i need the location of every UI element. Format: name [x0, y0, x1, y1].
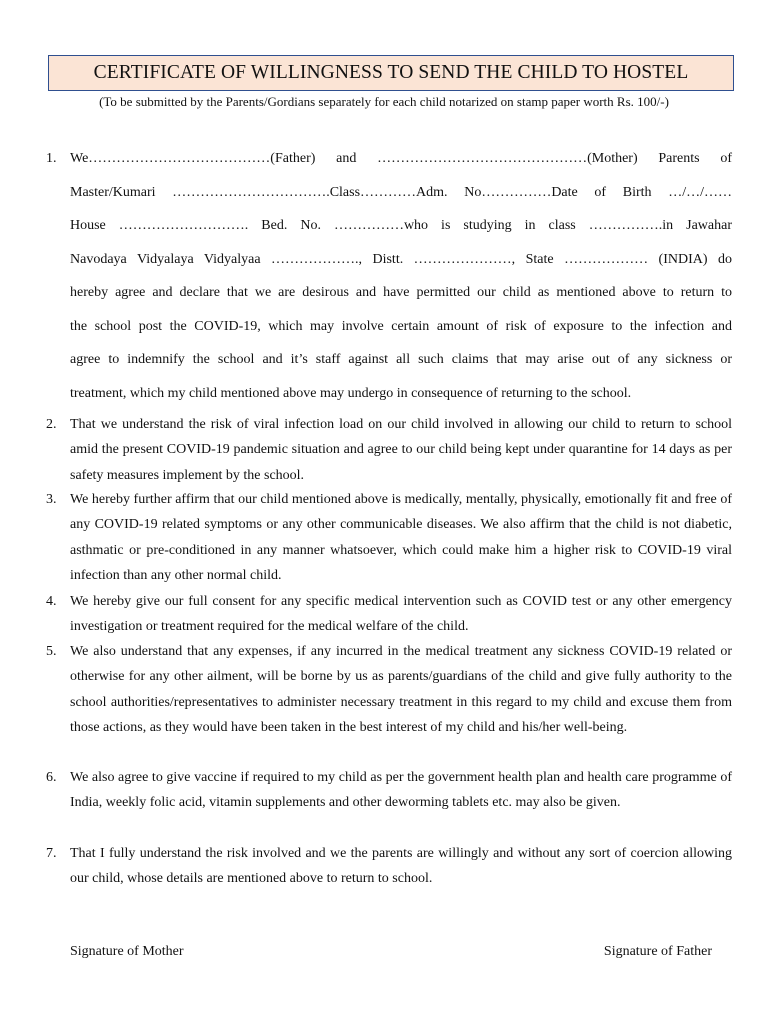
item-number: 3. — [46, 492, 57, 507]
item-number: 2. — [46, 417, 57, 432]
list-item — [46, 142, 732, 410]
list-item — [46, 765, 732, 816]
item-line: the school post the COVID-19, which may involve certain amount of risk of exposure to the infection and — [70, 318, 732, 334]
certificate-title-box — [48, 55, 734, 91]
item-line: treatment, which my child mentioned above may undergo in consequence of returning to the school. — [70, 385, 632, 401]
item-line: We…………………………………(Father) and ………………………………………(Mother) Parents of — [70, 151, 732, 166]
list-item — [46, 412, 732, 488]
father-signature-label: Signature of Father — [603, 944, 712, 959]
list-item — [46, 639, 732, 740]
item-text: That we understand the risk of viral infection load on our child involved in allowing our child to return to school amid the present COVID-19 pandemic situation and agree to our child being kept under quarantine for 14 days as per safety measures implement by the school. — [70, 417, 732, 483]
mother-signature-label: Signature of Mother — [70, 944, 184, 959]
certificate-subtitle: (To be submitted by the Parents/Gordians separately for each child notarized on stamp paper worth Rs. 100/-) — [99, 94, 669, 109]
item-line: House ………………………. Bed. No. ……………who is studying in class …………….in Jawahar — [70, 218, 732, 233]
list-item — [46, 589, 732, 640]
item-text: That I fully understand the risk involved and we the parents are willingly and without any sort of coercion allowing our child, whose details are mentioned above to return to school. — [70, 846, 732, 887]
item-line: agree to indemnify the school and it’s staff against all such claims that may arise out of any sickness or — [70, 352, 732, 367]
item-line: Master/Kumari …………………………….Class…………Adm. No……………Date of Birth …/…/…… — [70, 184, 732, 200]
item-number: 7. — [46, 846, 57, 861]
list-item — [46, 841, 732, 892]
item-number: 5. — [46, 644, 57, 659]
item-text: We hereby further affirm that our child mentioned above is medically, mentally, physically, emotionally fit and free of any COVID-19 related symptoms or any other communicable diseases. We also affirm that the child is not diabetic, asthmatic or pre-conditioned in any manner whatsoever, which could make him a higher risk to COVID-19 viral infection than any other normal child. — [70, 492, 732, 583]
item-text: We hereby give our full consent for any specific medical intervention such as COVID test or any other emergency investigation or treatment required for the medical welfare of the child. — [70, 594, 732, 635]
item-number: 4. — [46, 594, 57, 609]
item-line: hereby agree and declare that we are desirous and have permitted our child as mentioned above to return to — [70, 285, 732, 300]
item-text: We also agree to give vaccine if required to my child as per the government health plan and health care programme of India, weekly folic acid, vitamin supplements and other deworming tablets etc. may also be given. — [70, 770, 732, 811]
item-number: 1. — [46, 151, 57, 166]
item-line: Navodaya Vidyalaya Vidyalyaa ………………., Distt. …………………, State ……………… (INDIA) do — [70, 251, 732, 267]
list-item — [46, 487, 732, 588]
item-text: We also understand that any expenses, if any incurred in the medical treatment any sickness COVID-19 related or otherwise for any other ailment, will be borne by us as parents/guardians of the child and give fully authority to the school authorities/representatives to administer necessary treatment in this regard to my child and excuse them from those actions, as they would have been taken in the best interest of my child and his/her well-being. — [70, 644, 732, 735]
certificate-title: CERTIFICATE OF WILLINGNESS TO SEND THE CHILD TO HOSTEL — [93, 62, 689, 83]
item-number: 6. — [46, 770, 57, 785]
